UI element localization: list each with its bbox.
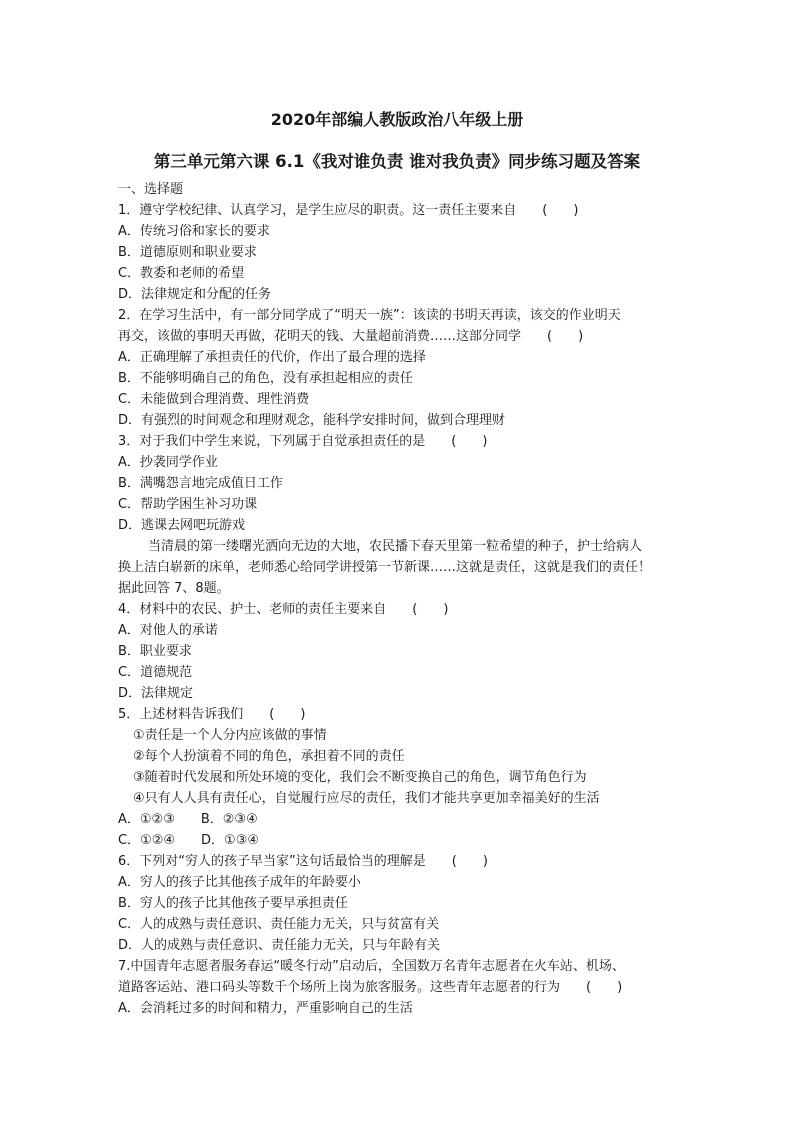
q5-statement-3: ③随着时代发展和所处环境的变化，我们会不断变换自己的角色，调节角色行为 — [133, 770, 587, 785]
question-7: 7.中国青年志愿者服务春运“暖冬行动”启动后，全国数万名青年志愿者在火车站、机场、 — [118, 959, 625, 974]
question-4: 4．材料中的农民、护士、老师的责任主要来自 ( ) — [118, 602, 449, 617]
question-2-cont: 再交，该做的事明天再做，花明天的钱、大量超前消费……这部分同学 ( ) — [118, 329, 584, 344]
q5-statement-4: ④只有人人具有责任心，自觉履行应尽的责任，我们才能共享更加幸福美好的生活 — [133, 791, 600, 806]
question-3: 3．对于我们中学生来说，下列属于自觉承担责任的是 ( ) — [118, 434, 488, 449]
document-subtitle: 第三单元第六课 6.1《我对谁负责 谁对我负责》同步练习题及答案 — [153, 152, 641, 171]
section-heading: 一、选择题 — [118, 182, 184, 197]
q4-option-a: A．对他人的承诺 — [118, 623, 218, 638]
question-1: 1．遵守学校纪律、认真学习，是学生应尽的职责。这一责任主要来自 ( ) — [118, 203, 579, 218]
q4-option-d: D．法律规定 — [118, 686, 194, 701]
q2-option-c: C．未能做到合理消费、理性消费 — [118, 392, 310, 407]
q6-option-d: D．人的成熟与责任意识、责任能力无关，只与年龄有关 — [118, 938, 441, 953]
q2-option-a: A．正确理解了承担责任的代价，作出了最合理的选择 — [118, 350, 426, 365]
q3-option-c: C．帮助学困生补习功课 — [118, 497, 258, 512]
material-passage-end: 据此回答 7、8题。 — [118, 581, 230, 596]
material-passage: 当清晨的第一缕曙光洒向无边的大地，农民播下春天里第一粒希望的种子，护士给病人 — [148, 539, 643, 554]
q5-statement-2: ②每个人扮演着不同的角色，承担着不同的责任 — [133, 749, 405, 764]
question-5: 5．上述材料告诉我们 ( ) — [118, 707, 306, 722]
question-6: 6．下列对“穷人的孩子早当家”这句话最恰当的理解是 ( ) — [118, 854, 488, 869]
q1-option-b: B．道德原则和职业要求 — [118, 245, 257, 260]
q5-options-cd: C．①②④ D．①③④ — [118, 833, 260, 848]
q4-option-c: C．道德规范 — [118, 665, 193, 680]
q6-option-a: A．穷人的孩子比其他孩子成年的年龄要小 — [118, 875, 361, 890]
q6-option-c: C．人的成熟与责任意识、责任能力无关，只与贫富有关 — [118, 917, 440, 932]
q1-option-c: C．教委和老师的希望 — [118, 266, 245, 281]
q1-option-d: D．法律规定和分配的任务 — [118, 287, 272, 302]
q7-option-a: A．会消耗过多的时间和精力，严重影响自己的生活 — [118, 1001, 413, 1016]
question-2: 2．在学习生活中，有一部分同学成了“明天一族”：该读的书明天再读，该交的作业明天 — [118, 308, 621, 323]
q2-option-d: D．有强烈的时间观念和理财观念，能科学安排时间，做到合理理财 — [118, 413, 506, 428]
q3-option-a: A．抄袭同学作业 — [118, 455, 218, 470]
q2-option-b: B．不能够明确自己的角色，没有承担起相应的责任 — [118, 371, 413, 386]
q6-option-b: B．穷人的孩子比其他孩子要早承担责任 — [118, 896, 348, 911]
q4-option-b: B．职业要求 — [118, 644, 192, 659]
question-7-cont: 道路客运站、港口码头等数千个场所上岗为旅客服务。这些青年志愿者的行为 ( ) — [118, 980, 623, 995]
q5-statement-1: ①责任是一个人分内应该做的事情 — [133, 728, 327, 743]
document-title: 2020年部编人教版政治八年级上册 — [270, 110, 524, 129]
q5-options-ab: A．①②③ B．②③④ — [118, 812, 258, 827]
q3-option-b: B．满嘴怨言地完成值日工作 — [118, 476, 283, 491]
material-passage-cont: 换上洁白崭新的床单，老师悉心给同学讲授第一节新课……这就是责任，这就是我们的责任！ — [118, 560, 652, 575]
q1-option-a: A．传统习俗和家长的要求 — [118, 224, 270, 239]
q3-option-d: D．逃课去网吧玩游戏 — [118, 518, 246, 533]
